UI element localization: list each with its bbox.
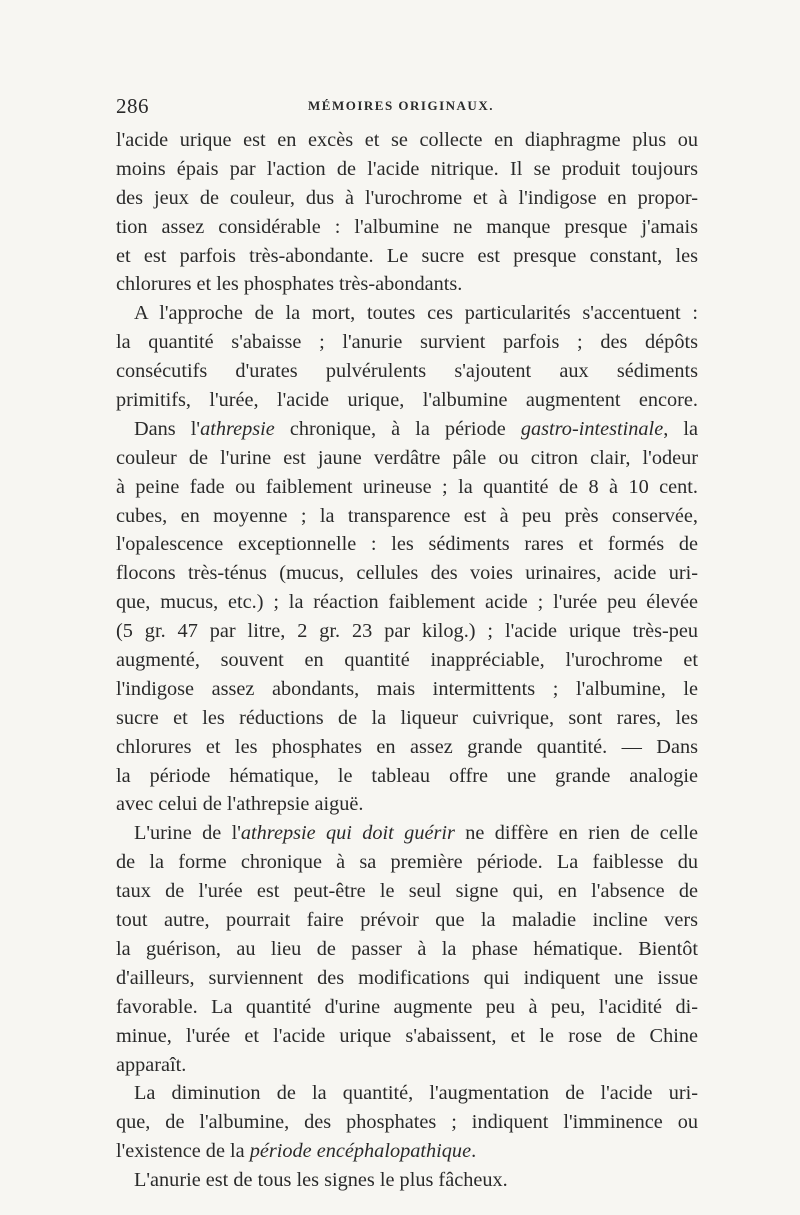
text-line	[116, 1166, 698, 1195]
text-segment: l'existence de la	[116, 1140, 250, 1163]
text-line	[116, 530, 698, 559]
italic-text: athrepsie	[200, 417, 275, 440]
text-line	[116, 473, 698, 502]
italic-text: période encéphalopathique	[249, 1140, 472, 1163]
text-line	[116, 415, 698, 444]
text-segment: et est parfois très-abondante. Le sucre est presque constant, les	[116, 244, 698, 267]
text-line	[116, 1051, 698, 1080]
text-line	[116, 935, 698, 964]
running-head: MÉMOIRES ORIGINAUX.	[308, 98, 494, 113]
text-segment: cubes, en moyenne ; la transparence est à peu près conservée,	[116, 504, 698, 527]
text-segment: la quantité s'abaisse ; l'anurie survient parfois ; des dépôts	[116, 331, 698, 354]
text-line	[116, 126, 698, 155]
text-segment: consécutifs d'urates pulvérulents s'ajoutent aux sédiments	[116, 360, 698, 383]
italic-text: gastro-intestinale	[520, 417, 664, 440]
text-line	[116, 646, 698, 675]
text-line	[116, 617, 698, 646]
text-segment: flocons très-ténus (mucus, cellules des voies urinaires, acide uri-	[116, 562, 698, 585]
text-line	[116, 184, 698, 213]
text-segment: la guérison, au lieu de passer à la phase hématique. Bientôt	[116, 937, 698, 960]
text-line	[116, 155, 698, 184]
text-line	[116, 1137, 698, 1166]
text-line	[116, 848, 698, 877]
text-segment: .	[471, 1140, 477, 1163]
text-line	[116, 906, 698, 935]
text-segment: que, mucus, etc.) ; la réaction faiblement acide ; l'urée peu élevée	[116, 591, 698, 614]
text-segment: d'ailleurs, surviennent des modifications qui indiquent une issue	[116, 966, 698, 989]
page-header	[116, 92, 698, 126]
text-line	[116, 270, 698, 299]
text-line	[116, 357, 698, 386]
text-segment: taux de l'urée est peut-être le seul signe qui, en l'absence de	[116, 880, 698, 903]
text-line	[116, 704, 698, 733]
text-line	[116, 559, 698, 588]
text-line	[116, 993, 698, 1022]
text-segment: l'acide urique est en excès et se collecte en diaphragme plus ou	[116, 129, 698, 151]
text-line	[116, 242, 698, 271]
text-segment: apparaît.	[116, 1053, 187, 1076]
text-segment: couleur de l'urine est jaune verdâtre pâle ou citron clair, l'odeur	[116, 446, 698, 469]
text-segment: L'anurie est de tous les signes le plus fâcheux.	[134, 1169, 508, 1192]
text-segment: des jeux de couleur, dus à l'urochrome et à l'indigose en propor-	[116, 186, 698, 209]
page-number: 286	[116, 94, 149, 118]
text-segment: (5 gr. 47 par litre, 2 gr. 23 par kilog.) ; l'acide urique très-peu	[116, 620, 698, 643]
text-line	[116, 1108, 698, 1137]
italic-text: athrepsie qui doit guérir	[240, 822, 455, 845]
text-segment: à peine fade ou faiblement urineuse ; la quantité de 8 à 10 cent.	[116, 475, 698, 498]
book-page	[116, 92, 698, 1195]
text-segment: ne diffère en rien de celle	[454, 822, 698, 845]
text-line	[116, 675, 698, 704]
text-segment: L'urine de l'	[134, 822, 241, 845]
text-segment: favorable. La quantité d'urine augmente peu à peu, l'acidité di-	[116, 995, 698, 1018]
text-segment: augmenté, souvent en quantité inappréciable, l'urochrome et	[116, 649, 698, 672]
text-segment: chlorures et les phosphates très-abondants.	[116, 273, 463, 296]
text-segment: que, de l'albumine, des phosphates ; indiquent l'imminence ou	[116, 1111, 698, 1134]
text-segment: moins épais par l'action de l'acide nitrique. Il se produit toujours	[116, 157, 698, 180]
text-line	[116, 1022, 698, 1051]
text-segment: Dans l'	[134, 417, 201, 440]
text-segment: tout autre, pourrait faire prévoir que la maladie incline vers	[116, 909, 698, 932]
text-line	[116, 790, 698, 819]
text-segment: l'indigose assez abondants, mais intermittents ; l'albumine, le	[116, 677, 698, 700]
text-segment: primitifs, l'urée, l'acide urique, l'albumine augmentent encore.	[116, 389, 698, 412]
text-line	[116, 328, 698, 357]
text-segment: chronique, à la période	[274, 417, 521, 440]
text-line	[116, 588, 698, 617]
text-line	[116, 877, 698, 906]
text-segment: La diminution de la quantité, l'augmentation de l'acide uri-	[134, 1082, 698, 1105]
text-line	[116, 213, 698, 242]
text-segment: sucre et les réductions de la liqueur cuivrique, sont rares, les	[116, 706, 698, 729]
text-line	[116, 299, 698, 328]
text-line	[116, 964, 698, 993]
text-line	[116, 1079, 698, 1108]
text-segment: avec celui de l'athrepsie aiguë.	[116, 793, 364, 816]
text-line	[116, 444, 698, 473]
text-segment: la période hématique, le tableau offre une grande analogie	[116, 764, 698, 787]
text-segment: chlorures et les phosphates en assez grande quantité. — Dans	[116, 735, 698, 758]
text-segment: de la forme chronique à sa première période. La faiblesse du	[116, 851, 698, 874]
text-line	[116, 762, 698, 791]
text-line	[116, 502, 698, 531]
text-segment: tion assez considérable : l'albumine ne manque presque j'amais	[116, 215, 698, 238]
text-segment: l'opalescence exceptionnelle : les sédiments rares et formés de	[116, 533, 698, 556]
text-line	[116, 386, 698, 415]
body-text	[116, 126, 698, 1195]
text-segment: minue, l'urée et l'acide urique s'abaissent, et le rose de Chine	[116, 1024, 698, 1047]
text-line	[116, 733, 698, 762]
text-segment: A l'approche de la mort, toutes ces particularités s'accentuent :	[134, 302, 698, 325]
text-segment: , la	[663, 417, 698, 440]
text-line	[116, 819, 698, 848]
